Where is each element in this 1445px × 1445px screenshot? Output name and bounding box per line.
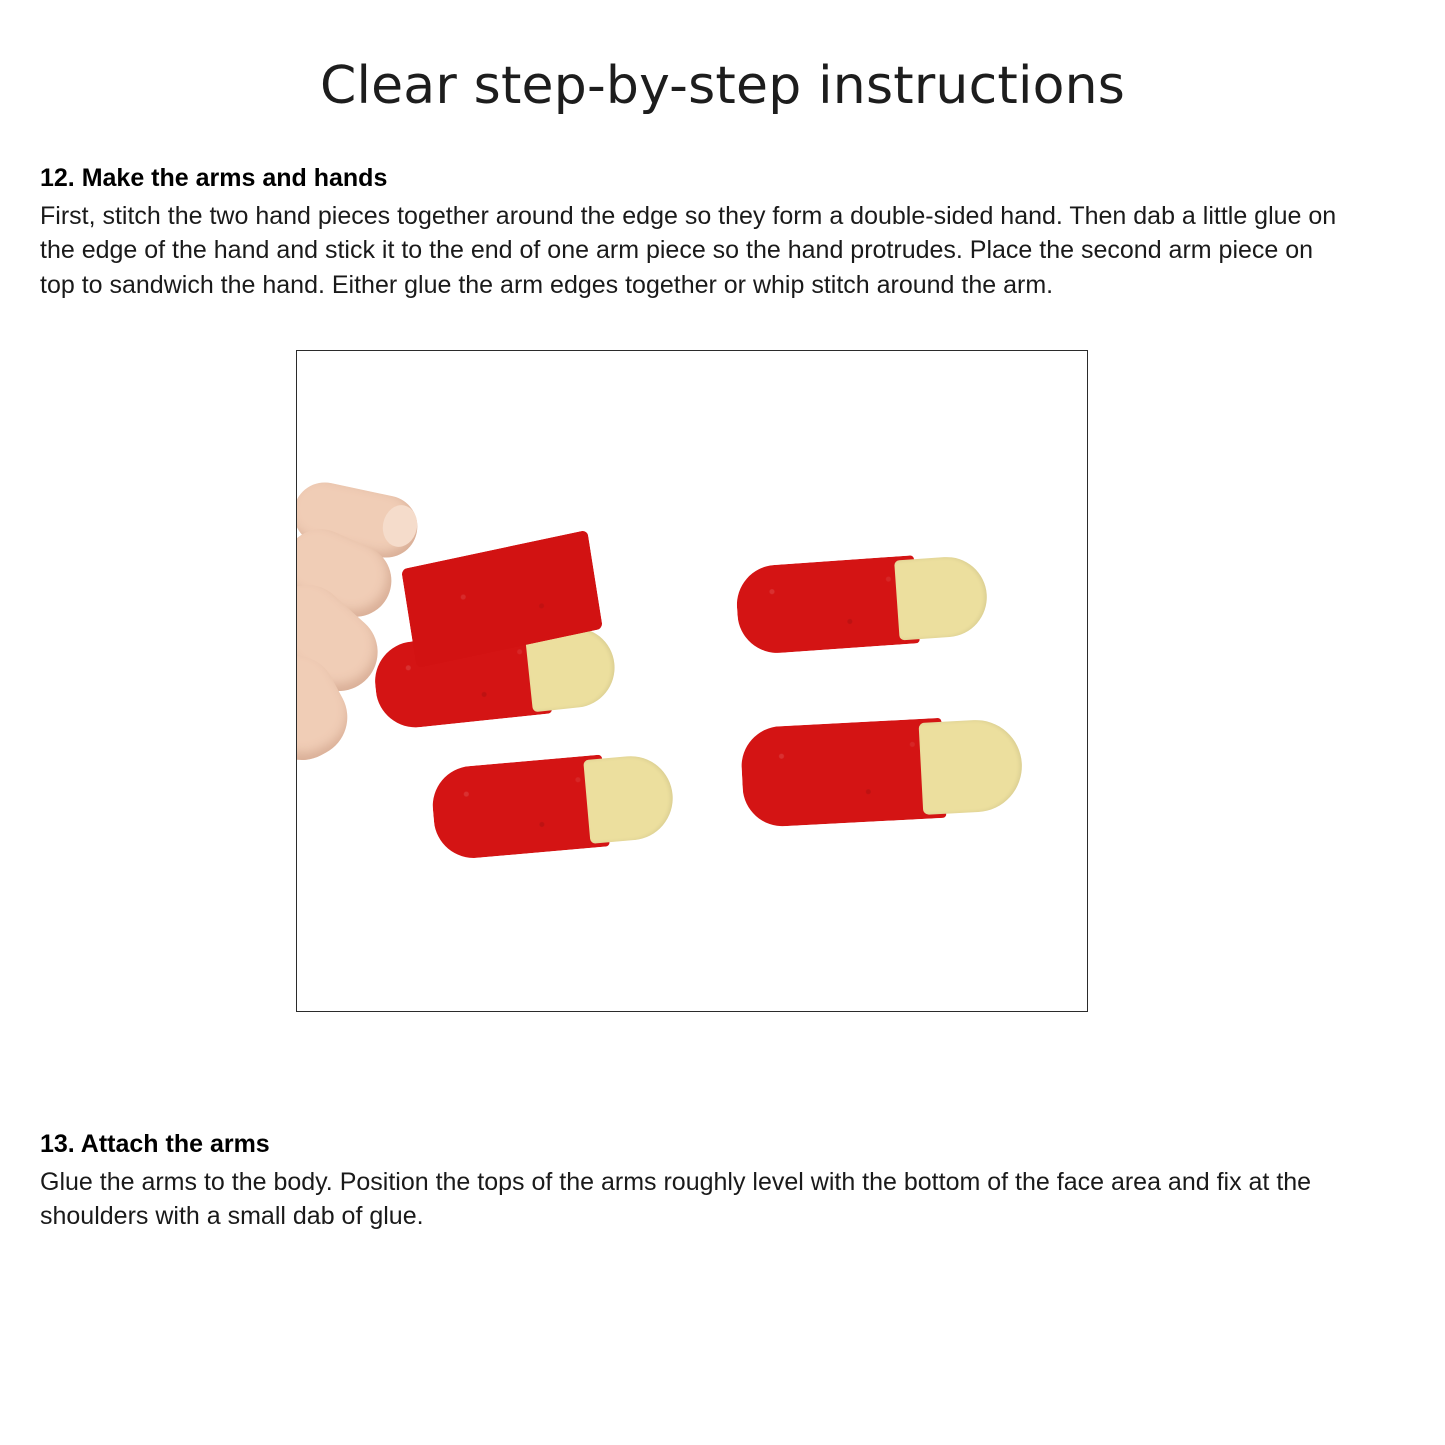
arm-cream-hand (894, 554, 989, 641)
arm-red-section (740, 718, 947, 828)
step-13-section (0, 1130, 1445, 1234)
step-13-heading: 13. Attach the arms (40, 1129, 270, 1158)
felt-arm-piece (429, 748, 676, 861)
step-12-figure (296, 350, 1088, 1012)
arm-cream-hand (583, 752, 676, 844)
arm-red-section (429, 754, 609, 861)
step-12-heading: 12. Make the arms and hands (40, 164, 388, 192)
felt-arm-piece (734, 550, 990, 655)
figure-spacer (0, 1012, 1445, 1130)
page-title: Clear step-by-step instructions (319, 56, 1126, 116)
felt-arm-piece (740, 713, 1025, 828)
step-12-body: First, stitch the two hand pieces together around the edge so they form a double-sided hand. Then dab a little glue on the edge of the hand and stick it to the end of one arm piece so the hand protrudes. Place the second arm piece on top to sandwich the hand. Either glue the arm edges together or whip stitch around the arm. (40, 202, 1337, 299)
figure-stage (297, 351, 1087, 1011)
step-13-body: Glue the arms to the body. Position the tops of the arms roughly level with the bottom of the face area and fix at the shoulders with a small dab of glue. (40, 1167, 1312, 1230)
arm-cream-hand (919, 717, 1024, 814)
arm-red-section (734, 555, 920, 655)
hand (296, 479, 447, 769)
step-12-section (0, 164, 1445, 1012)
